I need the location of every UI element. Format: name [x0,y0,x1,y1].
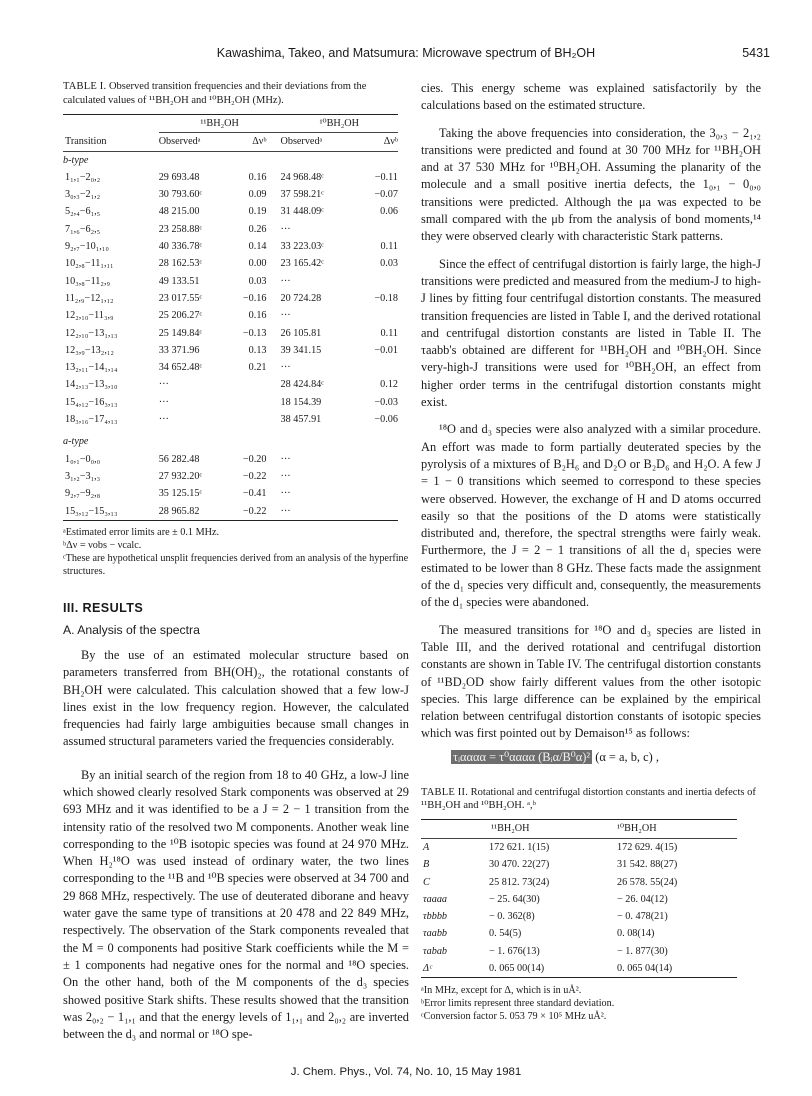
table1-col-transition: Transition [65,136,107,148]
table1-cell-transition: 12₃,₉−13₂,₁₂ [65,344,114,356]
table2-cell-value-10: 0. 065 04(14) [617,963,673,975]
table2-cell-parameter: τaaaa [423,893,448,905]
table1-cell-dv-11: −0.20 [242,453,267,465]
table1-cell-dv-10: −0.07 [374,189,398,201]
table2-cell-value-10: 26 578. 55(24) [617,876,678,888]
table1-cell-dv-10: −0.18 [374,292,398,304]
table1-cell-dv-11: −0.13 [242,327,267,339]
table1-cell-observed-10: 28 424.84ᶜ [280,379,324,391]
table2-cell-value-11: − 25. 64(30) [489,893,540,905]
table2-row [421,908,737,925]
table1-cell-dv-10 [354,273,398,290]
table1-row [63,325,398,342]
table2-row [421,891,737,908]
equation [451,749,761,766]
table1-cell-dv-11 [235,394,281,411]
table2-cell-parameter: τbbbb [423,911,448,923]
table1-cell-observed-10: 33 223.03ᶜ [280,241,324,253]
table2-cell-value-10: − 1. 877(30) [617,945,668,957]
table1-cell-transition: 7₁,₆−6₂,₅ [65,223,101,235]
table1-cell-transition: 11₂,₉−12₁,₁₂ [65,292,114,304]
table1-cell-observed-11: 30 793.60ᶜ [158,189,203,201]
table1-cell-dv-11: 0.21 [248,362,267,374]
right-paragraph-1: cies. This energy scheme was explained satisfactorily by the calculations based on the estimated structure. [421,81,761,113]
table1-row [63,203,398,220]
table1-cell-dv-10: 0.03 [380,258,398,270]
table1-cell-observed-11: 48 215.00 [158,206,200,218]
table2-cell-parameter: Δᶜ [423,963,432,975]
table1-cell-dv-10 [354,359,398,376]
table2-row [421,874,737,891]
table1-cell-observed-11: 28 162.53ᶜ [158,258,203,270]
table2-cell-parameter: τaabb [423,928,448,940]
equation-lhs: τᵢαααα = τ⁰αααα (Bᵢα/B⁰α)² [453,749,591,764]
page-number: 5431 [742,46,770,60]
table1-cell-observed-11: 25 149.84ᶜ [158,327,203,339]
table1-row [63,290,398,307]
table1-row [63,342,398,359]
table1-row [63,451,398,468]
table1-footnote-b: ᵇΔν = νobs − νcalc. [63,540,142,552]
table1-cell-transition: 15₄,₁₂−16₃,₁₃ [65,396,118,408]
table1-cell-transition: 9₂,₇−10₁,₁₀ [65,241,109,253]
table1-cell-observed-11: 40 336.78ᶜ [158,241,203,253]
table1-cell-dv-11: 0.14 [248,241,267,253]
journal-footer: J. Chem. Phys., Vol. 74, No. 10, 15 May 1981 [290,1066,522,1078]
table1-cell-observed-11: 25 206.27ᶜ [158,310,203,322]
right-paragraph-5: The measured transitions for ¹⁸O and d₃ species are listed in Table III, and the derived rotational and centrifugal distortion constants are shown in Table IV. The centrifugal distortion constants of ¹¹BD₂OD show fairly different values from the other isotopic species. This large difference can be explained by the empirical relation between centrifugal distortion constants of isotopic species which was first pointed out by Demaison¹⁵ as follows: [421,622,761,741]
table1-cell-dv-11 [235,376,281,393]
table1-cell-dv-11 [235,411,281,428]
table1-caption [63,80,409,107]
table1-col-dv-10: Δνᵇ [354,133,398,151]
table2-cell-value-10: 31 542. 88(27) [617,859,678,871]
table1-cell-observed-10: ··· [280,453,291,465]
table2-cell-parameter: A [421,838,471,856]
running-title: Kawashima, Takeo, and Matsumura: Microwave spectrum of BH₂OH [216,46,596,60]
table1-row [63,169,398,186]
table2-row [421,960,737,978]
table1-cell-dv-10: 0.12 [380,379,398,391]
table1-cell-observed-10: ··· [280,505,291,517]
table1-cell-observed-11: ··· [158,414,169,426]
table1-cell-transition: 3₀,₃−2₁,₂ [65,189,101,201]
table2-footnote-c: ᶜConversion factor 5. 053 79 × 10⁵ MHz uÅ². [421,1010,607,1022]
table1-atype-label-row [63,433,398,450]
table1-cell-transition: 13₂,₁₁−14₁,₁₄ [65,362,118,374]
table1-cell-transition: 5₂,₄−6₁,₅ [65,206,101,218]
table1-cell-observed-11: 23 017.55ᶜ [158,292,203,304]
table2-cell-value-11: − 1. 676(13) [489,945,540,957]
table1-footnotes [63,526,409,578]
table1-cell-dv-11: −0.16 [242,292,267,304]
table1-cell-dv-10: −0.03 [374,396,398,408]
table1-cell-dv-10: 0.11 [380,241,398,253]
table2-row [421,838,737,856]
table1-atype-label: a-type [63,436,89,448]
table1-cell-observed-11: ··· [158,396,169,408]
table1-row [63,411,398,428]
left-column [63,80,409,1053]
table2-cell-parameter: B [423,859,430,871]
table1-cell-dv-11: 0.16 [248,171,267,183]
table2-cell-value-10: 0. 08(14) [617,928,655,940]
table1 [63,114,398,523]
table2-row [421,943,737,960]
table1-cell-observed-10: 24 968.48ᶜ [280,171,324,183]
table1-col-observed-11: Observedᵃ [159,133,235,151]
table1-cell-transition: 10₂,₈−11₁,₁₁ [65,258,114,270]
table1-cell-dv-11: 0.00 [248,258,267,270]
table1-cell-transition: 9₂,₇−9₂,₈ [65,488,101,500]
table2-footnotes [421,984,761,1023]
right-column [421,80,761,1023]
table1-caption-label: TABLE I. [63,81,107,92]
equation-rhs: (α = a, b, c) , [595,749,659,764]
table1-group-11: ¹¹BH₂OH [159,115,281,133]
table1-col-observed-10: Observedᵃ [281,133,355,151]
table1-cell-observed-10: ··· [280,310,291,322]
table2-caption-text: Rotational and centrifugal distortion constants and inertia defects of ¹¹BH₂OH and ¹⁰BH₂OH. ᵃ,ᵇ [421,786,756,812]
table1-cell-transition: 12₂,₁₀−11₃,₉ [65,310,114,322]
table1-cell-observed-11: ··· [158,379,169,391]
table1-cell-dv-10: −0.11 [374,171,398,183]
table1-cell-observed-10: ··· [280,488,291,500]
table1-cell-observed-10: 18 154.39 [280,396,322,408]
table1-cell-dv-11: −0.22 [242,470,267,482]
table1-cell-dv-11: 0.26 [248,223,267,235]
table1-cell-transition: 1₀,₁−0₀,₀ [65,453,101,465]
table1-cell-observed-11: 56 282.48 [158,453,200,465]
table2-cell-value-11: 172 621. 1(15) [471,838,601,856]
table1-cell-observed-10: ··· [280,362,291,374]
table2 [421,819,737,981]
table1-cell-observed-10: 37 598.21ᶜ [280,189,324,201]
table1-cell-observed-11: 49 133.51 [158,275,200,287]
table1-cell-observed-11: 34 652.48ᶜ [158,362,203,374]
table1-cell-transition: 1₁,₁−2₀,₂ [65,171,101,183]
table1-row [63,359,398,376]
subsection-heading: A. Analysis of the spectra [63,622,200,637]
table1-col-dv-11: Δνᵇ [235,133,281,151]
right-paragraph-3: Since the effect of centrifugal distortion is fairly large, the high-J transitions were predicted and measured from the medium-J to high-J lines by fitting four centrifugal distortion constants. The measured transition frequencies are listed in Table I, and the derived rotational and centrifugal distortion constants are listed in Table II. The τaabb's obtained are different for ¹¹BH₂OH and ¹⁰BH₂OH. Since very-high-J transitions were used for ¹⁰BH₂OH, an effect from higher order terms in the centrifugal distortion constants might exist. [421,256,761,410]
table1-group-header [63,115,398,133]
table1-cell-transition: 3₁,₂−3₁,₃ [65,470,101,482]
table1-cell-observed-11: 29 693.48 [158,171,200,183]
table1-row [63,468,398,485]
table1-cell-transition: 10₃,₈−11₂,₉ [65,275,111,287]
table1-cell-observed-10: 38 457.91 [280,414,322,426]
table1-row [63,485,398,502]
table1-row [63,238,398,255]
table1-cell-dv-11: 0.16 [248,310,267,322]
table1-cell-observed-10: 39 341.15 [280,344,322,356]
table2-cell-value-10: − 0. 478(21) [617,911,668,923]
table1-cell-observed-10: ··· [280,223,291,235]
table2-footnote-b: ᵇError limits represent three standard deviation. [421,997,615,1009]
table1-btype-label-row [63,151,398,169]
table2-header [421,819,737,838]
table1-row [63,307,398,324]
table1-cell-transition: 12₂,₁₀−13₁,₁₃ [65,327,118,339]
table1-row [63,221,398,238]
table1-column-header [63,133,398,151]
table1-cell-dv-10: 0.06 [380,206,398,218]
table1-bottom-rule [63,520,398,523]
table1-cell-dv-10 [354,221,398,238]
table1-cell-observed-10: 20 724.28 [280,292,322,304]
table2-footnote-a: ᵃIn MHz, except for Δ, which is in uÅ². [421,984,582,996]
table1-cell-dv-11: 0.09 [248,189,267,201]
table1-cell-dv-10 [354,468,398,485]
table1-footnote-c: ᶜThese are hypothetical unsplit frequencies derived from an analysis of the hyperfine structures. [63,553,409,578]
table2-cell-value-10: 172 629. 4(15) [601,838,737,856]
table1-cell-transition: 14₂,₁₃−13₃,₁₀ [65,379,118,391]
table1-cell-observed-10: 23 165.42ᶜ [280,258,324,270]
table1-cell-observed-11: 23 258.88ᶜ [158,223,203,235]
table1-row [63,255,398,272]
table1-cell-dv-11: −0.22 [242,505,267,517]
table1-cell-dv-10: −0.01 [374,344,398,356]
table2-cell-value-11: 0. 54(5) [489,928,522,940]
table1-row [63,503,398,521]
table2-cell-value-10: − 26. 04(12) [617,893,668,905]
table1-cell-transition: 18₃,₁₆−17₄,₁₃ [65,414,118,426]
table1-row [63,186,398,203]
table1-cell-dv-11: 0.19 [248,206,267,218]
table1-cell-observed-10: 31 448.09ᶜ [280,206,324,218]
table1-cell-transition: 15₃,₁₂−15₃,₁₃ [65,505,118,517]
table1-cell-dv-10 [354,485,398,502]
table1-row [63,273,398,290]
table2-row [421,925,737,942]
table1-cell-observed-11: 33 371.96 [158,344,200,356]
table2-cell-value-11: 25 812. 73(24) [489,876,550,888]
table2-cell-parameter: C [423,876,430,888]
table2-caption [421,786,761,813]
table1-row [63,394,398,411]
left-paragraph-1: By the use of an estimated molecular structure based on parameters transferred from BH(OH)₂, the rotational constants of BH₂OH were calculated. This calculation showed that a few low-J lines exist in the low frequency region. However, the calculated frequencies had fairly large ambiguities because small changes in assumed structural parameters varied the frequencies considerably. [63,647,409,749]
table1-row [63,376,398,393]
table1-cell-dv-10 [354,503,398,521]
table1-cell-dv-10: −0.06 [374,414,398,426]
section-heading: III. RESULTS [63,601,144,616]
table1-cell-observed-11: 27 932.20ᶜ [158,470,203,482]
table1-cell-dv-11: −0.41 [242,488,267,500]
table1-cell-dv-10: 0.11 [380,327,398,339]
table2-cell-value-11: 0. 065 00(14) [489,963,545,975]
table2-col-11: ¹¹BH₂OH [471,819,601,838]
table2-bottom-rule [421,978,737,981]
left-paragraph-2: By an initial search of the region from 18 to 40 GHz, a low-J line which showed clearly resolved Stark components was observed at 29 693 MHz and it was identified to be a J = 2 − 1 transition from the intensity ratio of the resolved two M components. Another weak line corresponding to the ¹⁰B isotopic species was found at 24 970 MHz. When H₂¹⁸O was used instead of ordinary water, the two lines corresponding to the ¹¹B and ¹⁰B species were observed at 34 700 and 29 868 MHz, respectively. The use of deuterated diborane and heavy water gave the same type of transitions at 20 478 and 22 849 MHz, respectively. The observation of the Stark components revealed that the M = 0 components had positive Stark coefficients while the M = ± 1 components had negative ones for the normal and ¹⁸O species. On the other hand, both of the M components of the d₃ species showed positive Stark shifts. These results showed that the transition was 2₀,₂ − 1₁,₁ and that the energy levels of 1₁,₁ and 2₀,₂ are inverted between the d₃ and normal or ¹⁸O spe- [63,767,409,1042]
table1-cell-observed-10: ··· [280,470,291,482]
table2-caption-label: TABLE II. [421,786,469,798]
table1-cell-dv-10 [354,307,398,324]
table1-cell-observed-10: ··· [280,275,291,287]
table1-cell-dv-11: 0.13 [248,344,267,356]
right-paragraph-4: ¹⁸O and d₃ species were also analyzed with a similar procedure. An effort was made to form partially deuterated species by the pyrolysis of a mixtures of B₂H₆ and D₂O or B₂D₆ and H₂O. A few J = 1 − 0 transitions which seemed to correspond to these species were observed. However, the exchange of H and D atoms occurred easily so that the positions of the D atoms were statistically distributed and, therefore, the spectral strengths were fairly weak. Furthermore, the J = 2 − 1 transitions of all the d₁ species were estimated to be lower than 8 GHz. These facts made the assignment of the d₁ species very difficult and, consequently, the measurements of the d₁ species were abandoned. [421,422,761,610]
table1-cell-observed-10: 26 105.81 [280,327,322,339]
table1-caption-text: Observed transition frequencies and their deviations from the calculated values of ¹¹BH₂OH and ¹⁰BH₂OH (MHz). [63,81,367,106]
table1-cell-dv-11: 0.03 [248,275,267,287]
table2-row [421,856,737,873]
table1-group-10: ¹⁰BH₂OH [281,115,399,133]
table1-cell-observed-11: 35 125.15ᶜ [158,488,203,500]
table1-btype-label: b-type [63,151,398,169]
table1-footnote-a: ᵃEstimated error limits are ± 0.1 MHz. [63,527,220,539]
table2-col-10: ¹⁰BH₂OH [601,819,737,838]
table1-cell-observed-11: 28 965.82 [158,505,200,517]
table2-cell-value-11: 30 470. 22(27) [489,859,550,871]
table2-cell-parameter: τabab [423,945,448,957]
table1-cell-dv-10 [354,451,398,468]
right-paragraph-2: Taking the above frequencies into consideration, the 3₀,₃ − 2₁,₂ transitions were predicted and found at 30 700 MHz for ¹¹BH₂OH and at 37 530 MHz for ¹⁰BH₂OH. Assuming the planarity of the molecule and a small positive inertia defects, the 1₀,₁ − 0₀,₀ transitions were predicted. Although the μa was expected to be small compared with the μb from the analysis of bond moments,¹⁴ they were observed clearly with characteristic Stark patterns. [421,125,761,244]
table2-cell-value-11: − 0. 362(8) [489,911,535,923]
